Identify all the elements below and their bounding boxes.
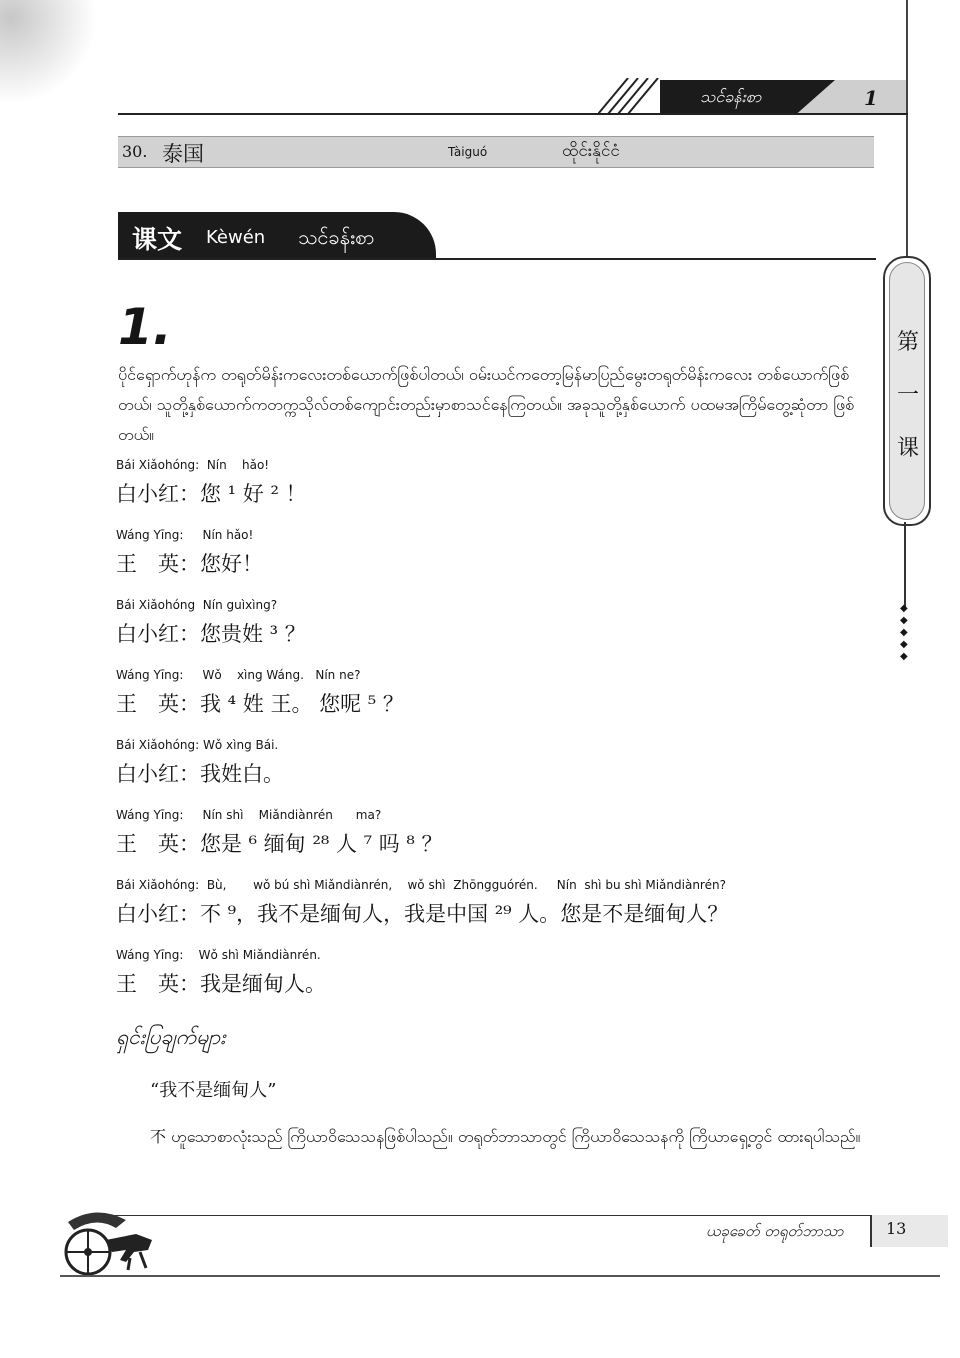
text-section-banner bbox=[118, 212, 436, 259]
dialogue-pinyin: Wáng Yīng: Nín hǎo! bbox=[116, 528, 254, 542]
vocab-row bbox=[118, 136, 874, 168]
dialogue-pinyin: Wáng Yīng: Wǒ xìng Wáng. Nín ne? bbox=[116, 668, 361, 682]
explanation-quote: “我不是缅甸人” bbox=[150, 1080, 277, 1101]
dialogue-hanzi: 王 英：我是缅甸人。 bbox=[116, 972, 326, 996]
lesson-intro: ပိုင်ရှောက်ဟုန်က တရုတ်မိန်းကလေးတစ်ယောက်ဖြစ်ပါတယ်၊ ဝမ်းယင်ကတော့မြန်မာပြည်မွေးတရုတ်မိန်းကလေး တစ်ယောက်ဖြစ်တယ်၊ သူတို့နှစ်ယောက်ကတက္ကသိုလ်တစ်ကျောင်းတည်းမှာစာသင်နေကြတယ်။ အခုသူတို့နှစ်ယောက် ပထမအကြိမ်တွေ့ဆုံတာ ဖြစ်တယ်။ bbox=[118, 365, 855, 444]
dialogue-pinyin: Bái Xiǎohóng Nín guìxìng? bbox=[116, 598, 278, 612]
chapter-char-2: 一 bbox=[896, 383, 919, 408]
footer-rule bbox=[110, 1215, 946, 1216]
dialogue-hanzi: 王 英：您是 ⁶ 缅甸 ²⁸ 人 ⁷ 吗 ⁸ ？ bbox=[116, 832, 443, 856]
banner-pinyin: Kèwén bbox=[206, 227, 266, 248]
banner-rule bbox=[118, 258, 876, 260]
vocab-pinyin: Tàiguó bbox=[448, 145, 488, 159]
chapter-side-tab bbox=[883, 256, 931, 526]
dialogue-hanzi: 王 英：您好！ bbox=[116, 552, 263, 576]
header-rule bbox=[118, 113, 908, 115]
dialogue-pinyin: Wáng Yīng: Wǒ shì Miǎndiànrén. bbox=[116, 948, 321, 962]
dialogue-hanzi: 白小红：您贵姓 ³ ？ bbox=[116, 622, 306, 646]
dialogue-pinyin: Wáng Yīng: Nín shì Miǎndiànrén ma? bbox=[116, 808, 382, 822]
chariot-logo bbox=[56, 1200, 166, 1280]
vocab-number: 30. bbox=[122, 142, 148, 161]
chapter-char-1: 第 bbox=[896, 330, 919, 355]
banner-myanmar: သင်ခန်းစာ bbox=[298, 225, 375, 249]
dialogue-hanzi: 白小红：我姓白。 bbox=[116, 762, 284, 786]
banner-hanzi: 课文 bbox=[132, 225, 183, 254]
page-corner-speckle bbox=[0, 0, 110, 120]
chapter-char-3: 课 bbox=[896, 436, 919, 461]
header-stripes bbox=[598, 78, 668, 114]
footer-page-box bbox=[870, 1215, 948, 1247]
vocab-myanmar: ထိုင်းနိုင်ငံ bbox=[562, 141, 620, 161]
header-vertical-rule bbox=[906, 0, 908, 258]
footer-page-number: 13 bbox=[886, 1219, 907, 1238]
vocab-hanzi: 泰国 bbox=[162, 142, 204, 166]
footer-book-title: ယခုခေတ် တရုတ်ဘာသာ bbox=[706, 1222, 844, 1240]
diamond-icon: ◆ bbox=[900, 639, 908, 650]
chapter-side-tab-inner bbox=[889, 262, 925, 520]
dialogue-pinyin: Bái Xiǎohóng: Bù, wǒ bú shì Miǎndiànrén, wǒ shì Zhōngguórén. Nín shì bu shì Miǎndiànrén? bbox=[116, 878, 726, 892]
lesson-number: 1. bbox=[118, 298, 172, 356]
dialogue-pinyin: Bái Xiǎohóng: Nín hǎo! bbox=[116, 458, 270, 472]
dialogue-hanzi: 白小红：不 ⁹，我不是缅甸人，我是中国 ²⁹ 人。您是不是缅甸人？ bbox=[116, 902, 729, 926]
header-section-label: သင်ခန်းစာ bbox=[700, 87, 762, 106]
dialogue-hanzi: 王 英：我 ⁴ 姓 王。 您呢 ⁵ ？ bbox=[116, 692, 404, 716]
diamond-icon: ◆ bbox=[900, 651, 908, 662]
header-lesson-number: 1 bbox=[864, 86, 878, 110]
side-tab-connector bbox=[904, 522, 906, 610]
diamond-icon: ◆ bbox=[900, 615, 908, 626]
explanation-title: ရှင်းပြချက်များ bbox=[116, 1025, 226, 1049]
dialogue-hanzi: 白小红：您 ¹ 好 ² ！ bbox=[116, 482, 307, 506]
dialogue-pinyin: Bái Xiǎohóng: Wǒ xìng Bái. bbox=[116, 738, 279, 752]
diamond-icon: ◆ bbox=[900, 627, 908, 638]
explanation-text: 不 ဟူသောစာလုံးသည် ကြိယာဝိသေသနဖြစ်ပါသည်။ တရုတ်ဘာသာတွင် ကြိယာဝိသေသနကို ကြိယာရှေ့တွင် ထားရပါသည်။ bbox=[150, 1127, 861, 1146]
page-bottom-rule bbox=[60, 1275, 940, 1277]
diamond-icon: ◆ bbox=[900, 603, 908, 614]
